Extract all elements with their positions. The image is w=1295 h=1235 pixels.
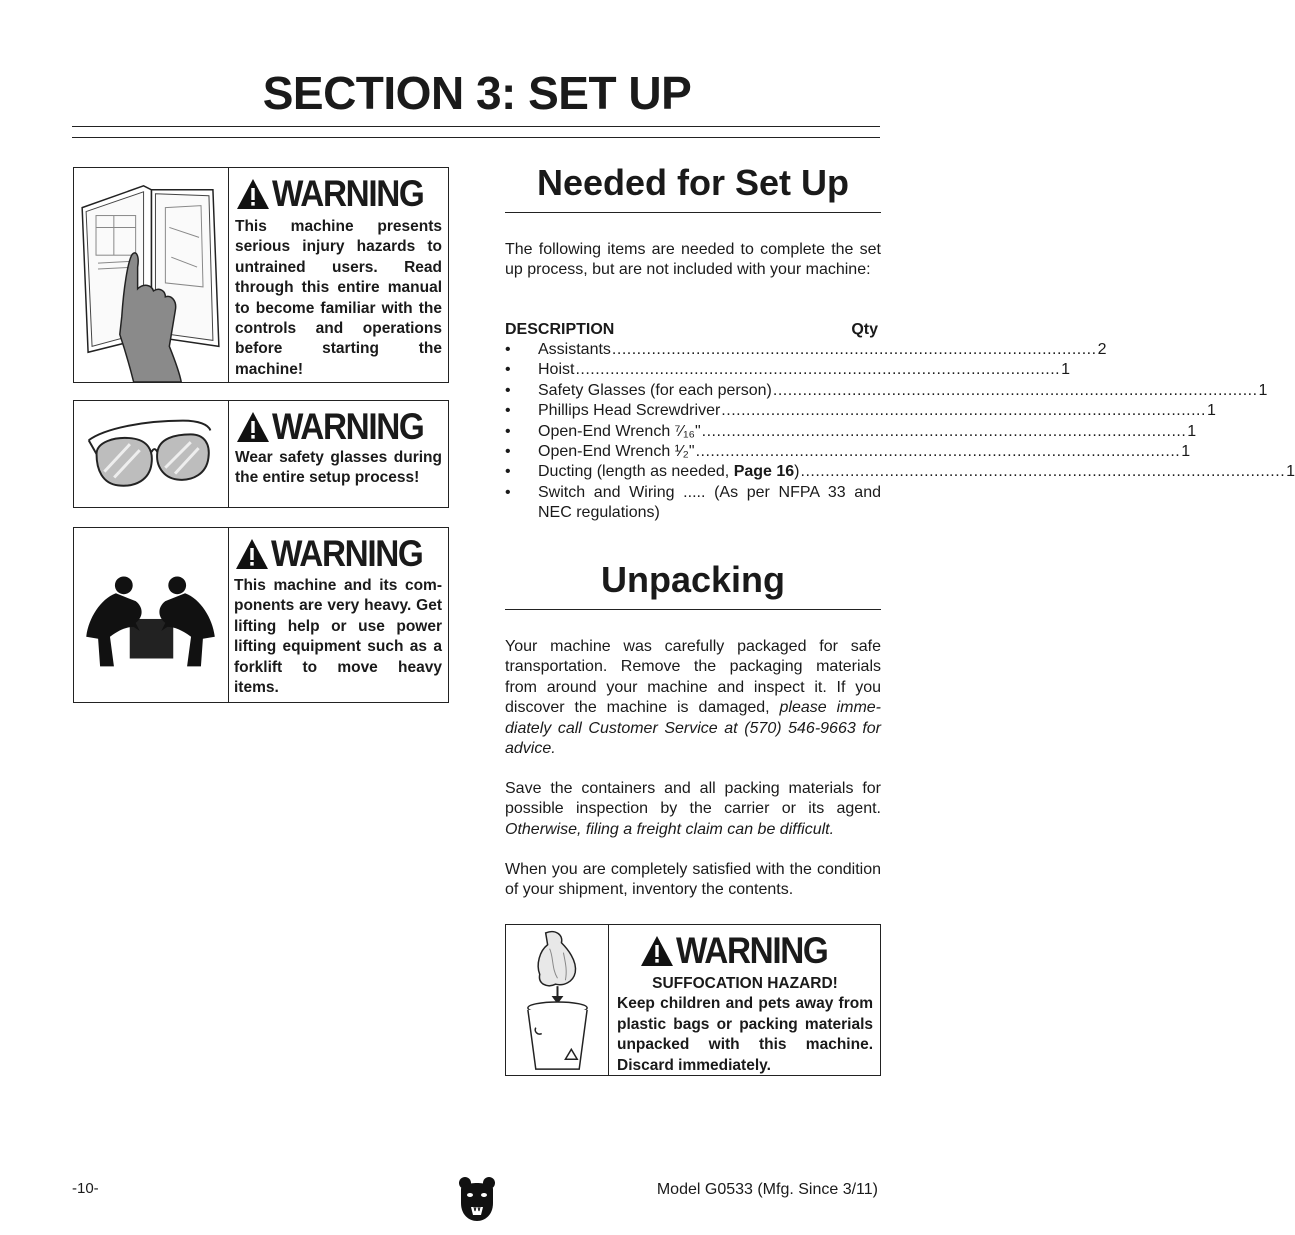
list-item: • Switch and Wiring ..... (As per NFPA 33 and NEC regulations) [505,483,881,522]
page-number: -10- [72,1180,99,1197]
alert-triangle-icon [234,537,270,571]
list-item: • Open-End Wrench ⁷⁄₁₆" .................................................................................................. 1 [505,422,1197,440]
needed-heading: Needed for Set Up [536,162,850,203]
alert-triangle-icon [639,934,675,968]
warning-text: Wear safety glasses during the entire setup process! [235,449,442,487]
title-rule-top [72,126,880,127]
unpacking-paragraph-1: Your machine was carefully packaged for safe transportation. Remove the packaging materials from around your machine and inspect it. If you discover the machine is damaged, please immediately call Customer Service at (570) 546-9663 for advice. [505,638,881,758]
qty-column-header: Qty [851,321,878,338]
unpacking-rule [505,609,881,610]
unpacking-heading: Unpacking [600,559,786,600]
suffocation-heading: SUFFOCATION HAZARD! [652,975,838,992]
warning-box-suffocation [505,924,881,1076]
warning-label: WARNING [234,534,442,574]
page-title: SECTION 3: SET UP [262,67,692,119]
list-item: • Safety Glasses (for each person) .................................................................................................. 1 [505,381,1268,399]
needed-items-list [505,340,1295,524]
alert-triangle-icon [235,410,271,444]
manual-reading-icon [74,168,229,382]
warning-box-heavy [73,527,449,703]
plastic-bag-trash-icon [506,925,609,1075]
items-header [505,320,881,340]
list-item: • Phillips Head Screwdriver .................................................................................................. 1 [505,402,1216,420]
warning-text: This machine and its components are very heavy. Get lifting help or use power lifting equipment such as a forklift to move heavy items. [234,577,442,697]
warning-label: WARNING [235,407,442,447]
warning-label: WARNING [235,174,442,214]
list-item: • Open-End Wrench ¹⁄₂" .................................................................................................. 1 [505,443,1191,461]
warning-box-glasses [73,400,449,508]
list-item: • Assistants .................................................................................................. 2 [505,341,1107,358]
safety-glasses-icon [74,401,229,507]
needed-rule [505,212,881,213]
bear-logo-icon [457,1175,497,1223]
two-person-lift-icon [74,528,229,702]
model-info: Model G0533 (Mfg. Since 3/11) [656,1181,878,1198]
unpacking-paragraph-2: Save the containers and all packing materials for possible inspection by the carrier or its agent. Otherwise, filing a freight claim can be difficult. [505,780,881,838]
description-column-header: DESCRIPTION [505,321,615,338]
warning-text: This machine presents serious injury hazards to untrained users. Read through this entire manual to become familiar with the controls and operations before starting the machine! [235,218,442,378]
list-item: • Hoist .................................................................................................. 1 [505,361,1070,379]
list-item: • Ducting (length as needed, Page 16) .................................................................................................. 1 [505,463,1295,481]
needed-intro: The following items are needed to complete the set up process, but are not included with your machine: [505,241,881,279]
unpacking-paragraph-3: When you are completely satisfied with the condition of your shipment, inventory the contents. [505,861,881,899]
title-rule-bottom [72,137,880,138]
warning-label: WARNING [617,931,873,971]
warning-box-manual [73,167,449,383]
alert-triangle-icon [235,177,271,211]
warning-text: Keep children and pets away from plastic bags or packing materials unpacked with this machine. Discard immediately. [617,995,873,1074]
